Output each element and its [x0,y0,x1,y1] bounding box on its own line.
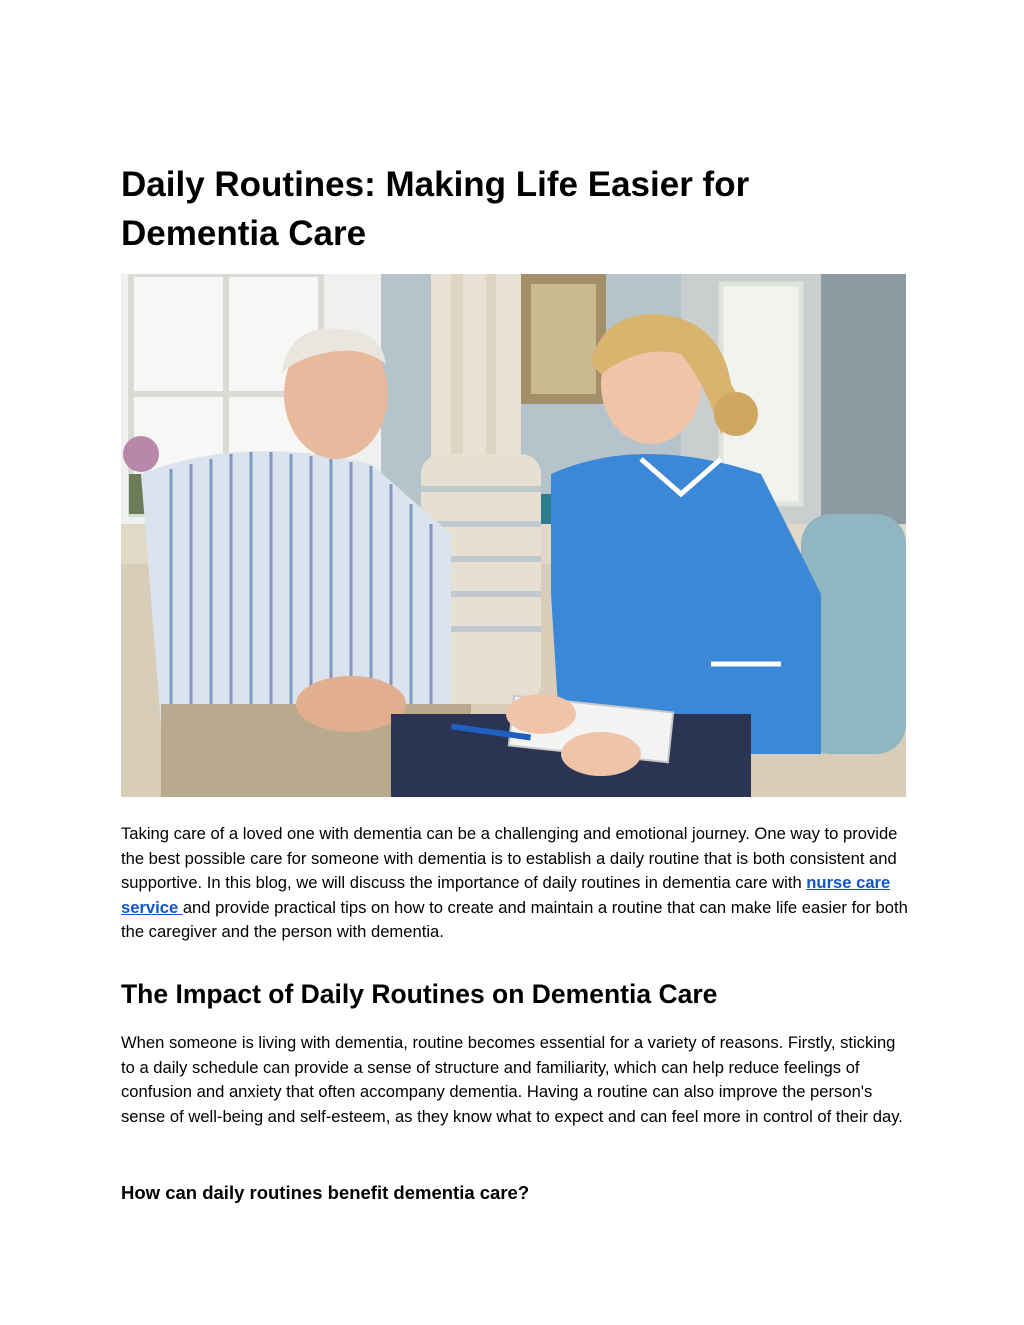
intro-text-after-link: and provide practical tips on how to create and maintain a routine that can make life easier for both the caregiver and the person with dementia. [121,897,908,941]
intro-text-before-link: Taking care of a loved one with dementia can be a challenging and emotional journey. One way to provide the best possible care for someone with dementia is to establish a daily routine that is both consistent and supportive. In this blog, we will discuss the importance of daily routines in dementia care with [121,824,898,892]
hero-photo [121,274,906,797]
nurse-care-service-link[interactable]: nurse care service [121,873,891,917]
caregiver-with-elderly-man-illustration [121,274,906,797]
section-heading: The Impact of Daily Routines on Dementia Care [121,979,718,1009]
section-paragraph: When someone is living with dementia, routine becomes essential for a variety of reasons. Firstly, sticking to a daily schedule can provide a sense of structure and familiarity, which can help reduce feelings of confusion and anxiety that often accompany dementia. Having a routine can also improve the person's sense of well-being and self-esteem, as they know what to expect and can feel more in control of their day. [121,1033,903,1126]
page-title: Daily Routines: Making Life Easier for Dementia Care [121,165,750,253]
intro-paragraph [121,822,911,945]
subheading: How can daily routines benefit dementia care? [121,1182,530,1203]
